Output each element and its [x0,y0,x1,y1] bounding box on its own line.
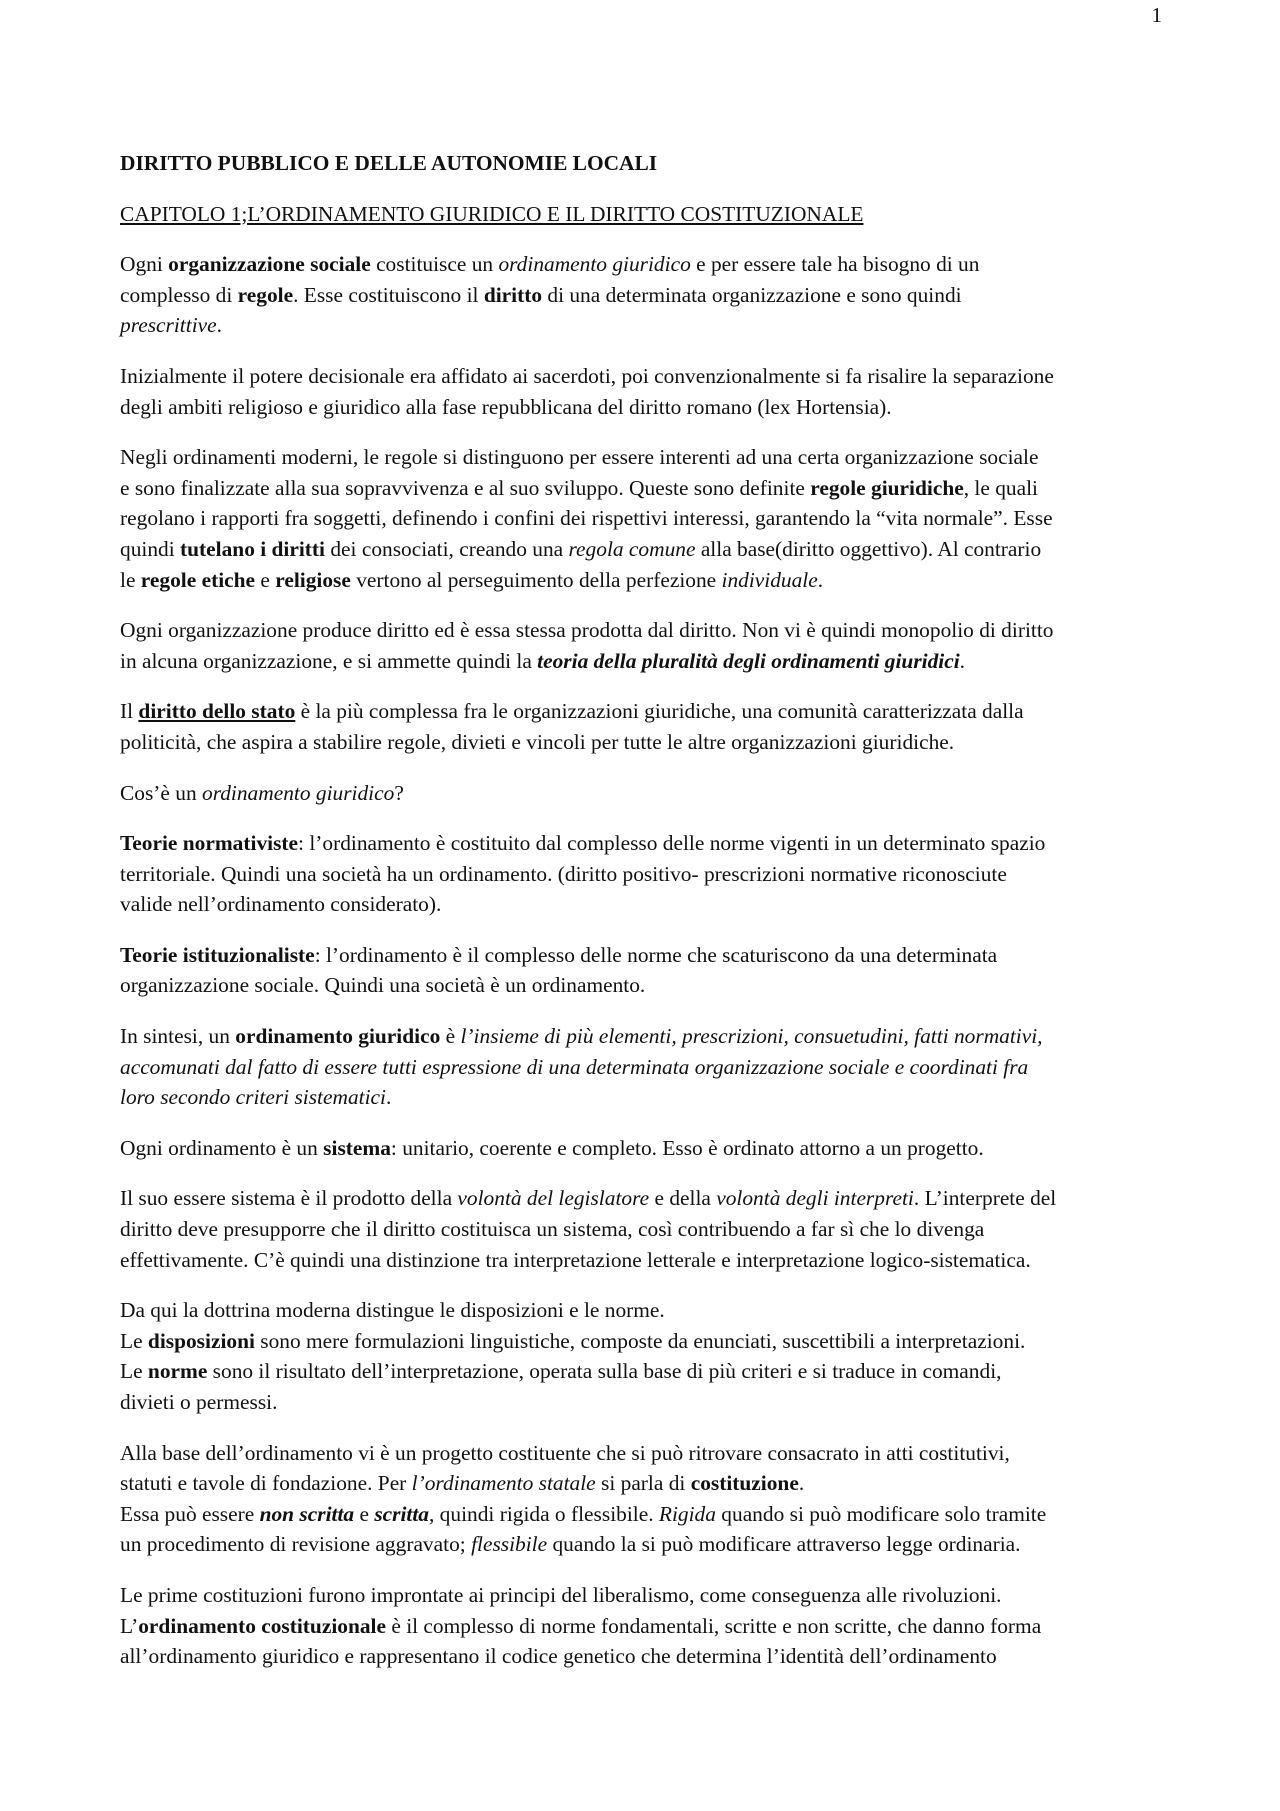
text-line [120,442,1170,473]
text-run: sono mere formulazioni linguistiche, composte da enunciati, suscettibili a interpretazioni. [254,1328,1026,1353]
text-run: è [440,1024,461,1049]
paragraph [120,828,1170,920]
italic-text: loro secondo criteri sistematici [120,1085,386,1110]
text-run: Da qui la dottrina moderna distingue le disposizioni e le norme. [120,1298,665,1323]
italic-text: Rigida [658,1501,716,1526]
text-run: In sintesi, un [120,1024,236,1049]
text-line [120,646,1170,677]
bold-term: diritto [483,282,543,307]
text-run: Ogni organizzazione produce diritto ed è essa stessa prodotta dal diritto. Non vi è quindi monopolio di diritto [120,618,1054,643]
text-run: regolano i rapporti fra soggetti, definendo i confini dei rispettivi interessi, garantendo la “vita normale”. Esse [120,506,1053,531]
text-run: Alla base dell’ordinamento vi è un progetto costituente che si può ritrovare consacrato in atti costitutivi, [120,1440,1010,1465]
bold-term: sistema [323,1135,391,1160]
text-run: . [817,567,824,592]
italic-text: l’ordinamento statale [411,1471,596,1496]
text-line [120,970,1170,1001]
text-run: e della [649,1186,717,1211]
bold-term: ordinamento giuridico [235,1024,441,1049]
paragraph [120,1183,1170,1275]
text-run: organizzazione sociale. Quindi una società è un ordinamento. [120,973,646,998]
paragraph [120,1295,1170,1417]
text-run: : unitario, coerente e completo. Esso è ordinato attorno a un progetto. [390,1135,984,1160]
text-line [120,727,1170,758]
text-line [120,534,1170,565]
italic-text: volontà del legislatore [457,1186,650,1211]
text-line [120,1641,1170,1672]
text-line [120,1021,1170,1052]
paragraph [120,778,1170,809]
text-line [120,778,1170,809]
text-run: è il complesso di norme fondamentali, scritte e non scritte, che danno forma [386,1613,1042,1638]
text-run: politicità, che aspira a stabilire regole, divieti e vincoli per tutte le altre organizzazioni giuridiche. [120,729,955,754]
bold-term: disposizioni [147,1328,255,1353]
text-run: , le quali [963,475,1038,500]
text-run: valide nell’ordinamento considerato). [120,892,442,917]
text-run: quando la si può modificare attraverso legge ordinaria. [547,1532,1021,1557]
text-run: Ogni ordinamento è un [120,1135,324,1160]
text-line [120,565,1170,596]
text-run: territoriale. Quindi una società ha un ordinamento. (diritto positivo- prescrizioni normative riconosciute [120,861,1007,886]
text-run: in alcuna organizzazione, e si ammette quindi la [120,648,538,673]
text-line [120,889,1170,920]
text-line [120,1295,1170,1326]
text-line [120,859,1170,890]
text-line [120,615,1170,646]
paragraphs-container [120,249,1170,1672]
text-run: : l’ordinamento è costituito dal complesso delle norme vigenti in un determinato spazio [298,831,1046,856]
text-run: L’ [120,1613,139,1638]
text-run: Inizialmente il potere decisionale era affidato ai sacerdoti, poi convenzionalmente si fa risalire la separazione [120,363,1054,388]
text-line [120,1387,1170,1418]
italic-text: ordinamento giuridico [498,252,691,277]
bold-term: tutelano i diritti [180,536,325,561]
italic-text: accomunati dal fatto di essere tutti espressione di una determinata organizzazione sociale e coordinati fra [120,1054,1029,1079]
italic-text: volontà degli interpreti [716,1186,914,1211]
text-run: Ogni [120,252,169,277]
italic-text: ordinamento giuridico [202,780,395,805]
text-run: statuti e tavole di fondazione. Per [120,1471,412,1496]
text-run: quindi [120,536,181,561]
document-body [120,148,1170,1692]
text-run: . L’interprete del [913,1186,1057,1211]
text-run: alla base(diritto oggettivo). Al contrario [695,536,1042,561]
italic-text: individuale [721,567,818,592]
text-run: e [255,567,276,592]
text-line [120,828,1170,859]
text-run: . [385,1085,392,1110]
bold-italic-term: scritta [374,1501,429,1526]
text-run: Cos’è un [120,780,202,805]
text-run: Negli ordinamenti moderni, le regole si distinguono per essere interenti ad una certa organizzazione sociale [120,445,1039,470]
text-run: Essa può essere [120,1501,260,1526]
text-run: e per essere tale ha bisogno di un [690,252,980,277]
paragraph [120,249,1170,341]
text-line [120,361,1170,392]
text-line [120,1356,1170,1387]
text-run: un procedimento di revisione aggravato; [120,1532,472,1557]
page-number: 1 [1151,3,1162,27]
text-run: diritto deve presupporre che il diritto costituisca un sistema, così contribuendo a far sì che lo divenga [120,1217,985,1242]
text-run: complesso di [120,282,238,307]
bold-italic-term: non scritta [259,1501,355,1526]
text-line [120,473,1170,504]
paragraph [120,1438,1170,1560]
bold-term: religiose [275,567,351,592]
text-run: è la più complessa fra le organizzazioni giuridiche, una comunità caratterizzata dalla [295,699,1024,724]
text-line [120,1529,1170,1560]
text-run: e [354,1501,375,1526]
text-run: divieti o permessi. [120,1390,278,1414]
text-line [120,1133,1170,1164]
text-run: costituisce un [370,252,499,277]
bold-term: Teorie normativiste [120,831,299,856]
text-run: Le prime costituzioni furono improntate ai principi del liberalismo, come conseguenza alle rivoluzioni. [120,1582,1002,1607]
text-run: . [216,313,222,338]
text-line [120,1082,1170,1113]
text-line [120,1611,1170,1642]
italic-text: flessibile [471,1532,548,1557]
text-line [120,696,1170,727]
paragraph [120,1580,1170,1672]
text-run: Il suo essere sistema è il prodotto della [120,1186,458,1211]
bold-term: Teorie istituzionaliste [120,942,315,967]
text-line [120,940,1170,971]
text-line [120,1214,1170,1245]
text-line [120,1245,1170,1276]
text-line [120,392,1170,423]
text-run: ? [394,780,404,805]
text-run: degli ambiti religioso e giuridico alla fase repubblicana del diritto romano (lex Hortensia). [120,394,892,419]
text-line [120,249,1170,280]
text-run: e sono finalizzate alla sua sopravvivenza e al suo sviluppo. Queste sono definite [120,475,811,500]
text-line [120,503,1170,534]
text-line [120,310,1170,341]
text-run: dei consociati, creando una [325,536,569,561]
chapter-heading: CAPITOLO 1;L’ORDINAMENTO GIURIDICO E IL DIRITTO COSTITUZIONALE [120,201,864,226]
text-run: all’ordinamento giuridico e rappresentano il codice genetico che determina l’identità dell’ordinamento [120,1644,997,1669]
bold-underlined-term: diritto dello stato [138,699,296,724]
italic-text: prescrittive [120,313,217,338]
text-run: quando si può modificare solo tramite [715,1501,1047,1526]
paragraph [120,615,1170,676]
text-run: si parla di [595,1471,691,1496]
italic-text: regola comune [568,536,696,561]
text-line [120,1499,1170,1530]
bold-term: norme [147,1359,208,1384]
text-run: effettivamente. C’è quindi una distinzione tra interpretazione letterale e interpretazione logico-sistematica. [120,1247,1031,1272]
text-run: Il [120,699,139,724]
text-run: . Esse costituiscono il [293,282,484,307]
text-run: Le [120,1359,148,1384]
text-run: . [959,648,966,673]
bold-term: regole etiche [140,567,256,592]
text-line [120,1468,1170,1499]
document-title: DIRITTO PUBBLICO E DELLE AUTONOMIE LOCALI [120,151,658,175]
text-run: di una determinata organizzazione e sono quindi [542,282,962,307]
text-line [120,1438,1170,1469]
bold-term: regole giuridiche [810,475,964,500]
text-line [120,1326,1170,1357]
text-run: : l’ordinamento è il complesso delle norme che scaturiscono da una determinata [314,942,998,967]
paragraph [120,940,1170,1001]
text-run: . [798,1471,805,1496]
text-line [120,1183,1170,1214]
text-run: sono il risultato dell’interpretazione, operata sulla base di più criteri e si traduce in comandi, [207,1359,1002,1384]
paragraph [120,1021,1170,1113]
text-run: le [120,567,141,592]
bold-italic-term: teoria della pluralità degli ordinamenti giuridici [537,648,960,673]
text-line [120,280,1170,311]
text-run: vertono al perseguimento della perfezione [350,567,722,592]
paragraph [120,442,1170,595]
bold-term: ordinamento costituzionale [138,1613,386,1638]
bold-term: organizzazione sociale [168,252,371,277]
text-line [120,1580,1170,1611]
paragraph [120,361,1170,422]
italic-text: l’insieme di più elementi, prescrizioni, consuetudini, fatti normativi, [460,1024,1043,1049]
text-run: , quindi rigida o flessibile. [428,1501,659,1526]
bold-term: costituzione [690,1471,799,1496]
paragraph [120,696,1170,757]
bold-term: regole [237,282,294,307]
text-run: Le [120,1328,148,1353]
paragraph [120,1133,1170,1164]
text-line [120,1052,1170,1083]
